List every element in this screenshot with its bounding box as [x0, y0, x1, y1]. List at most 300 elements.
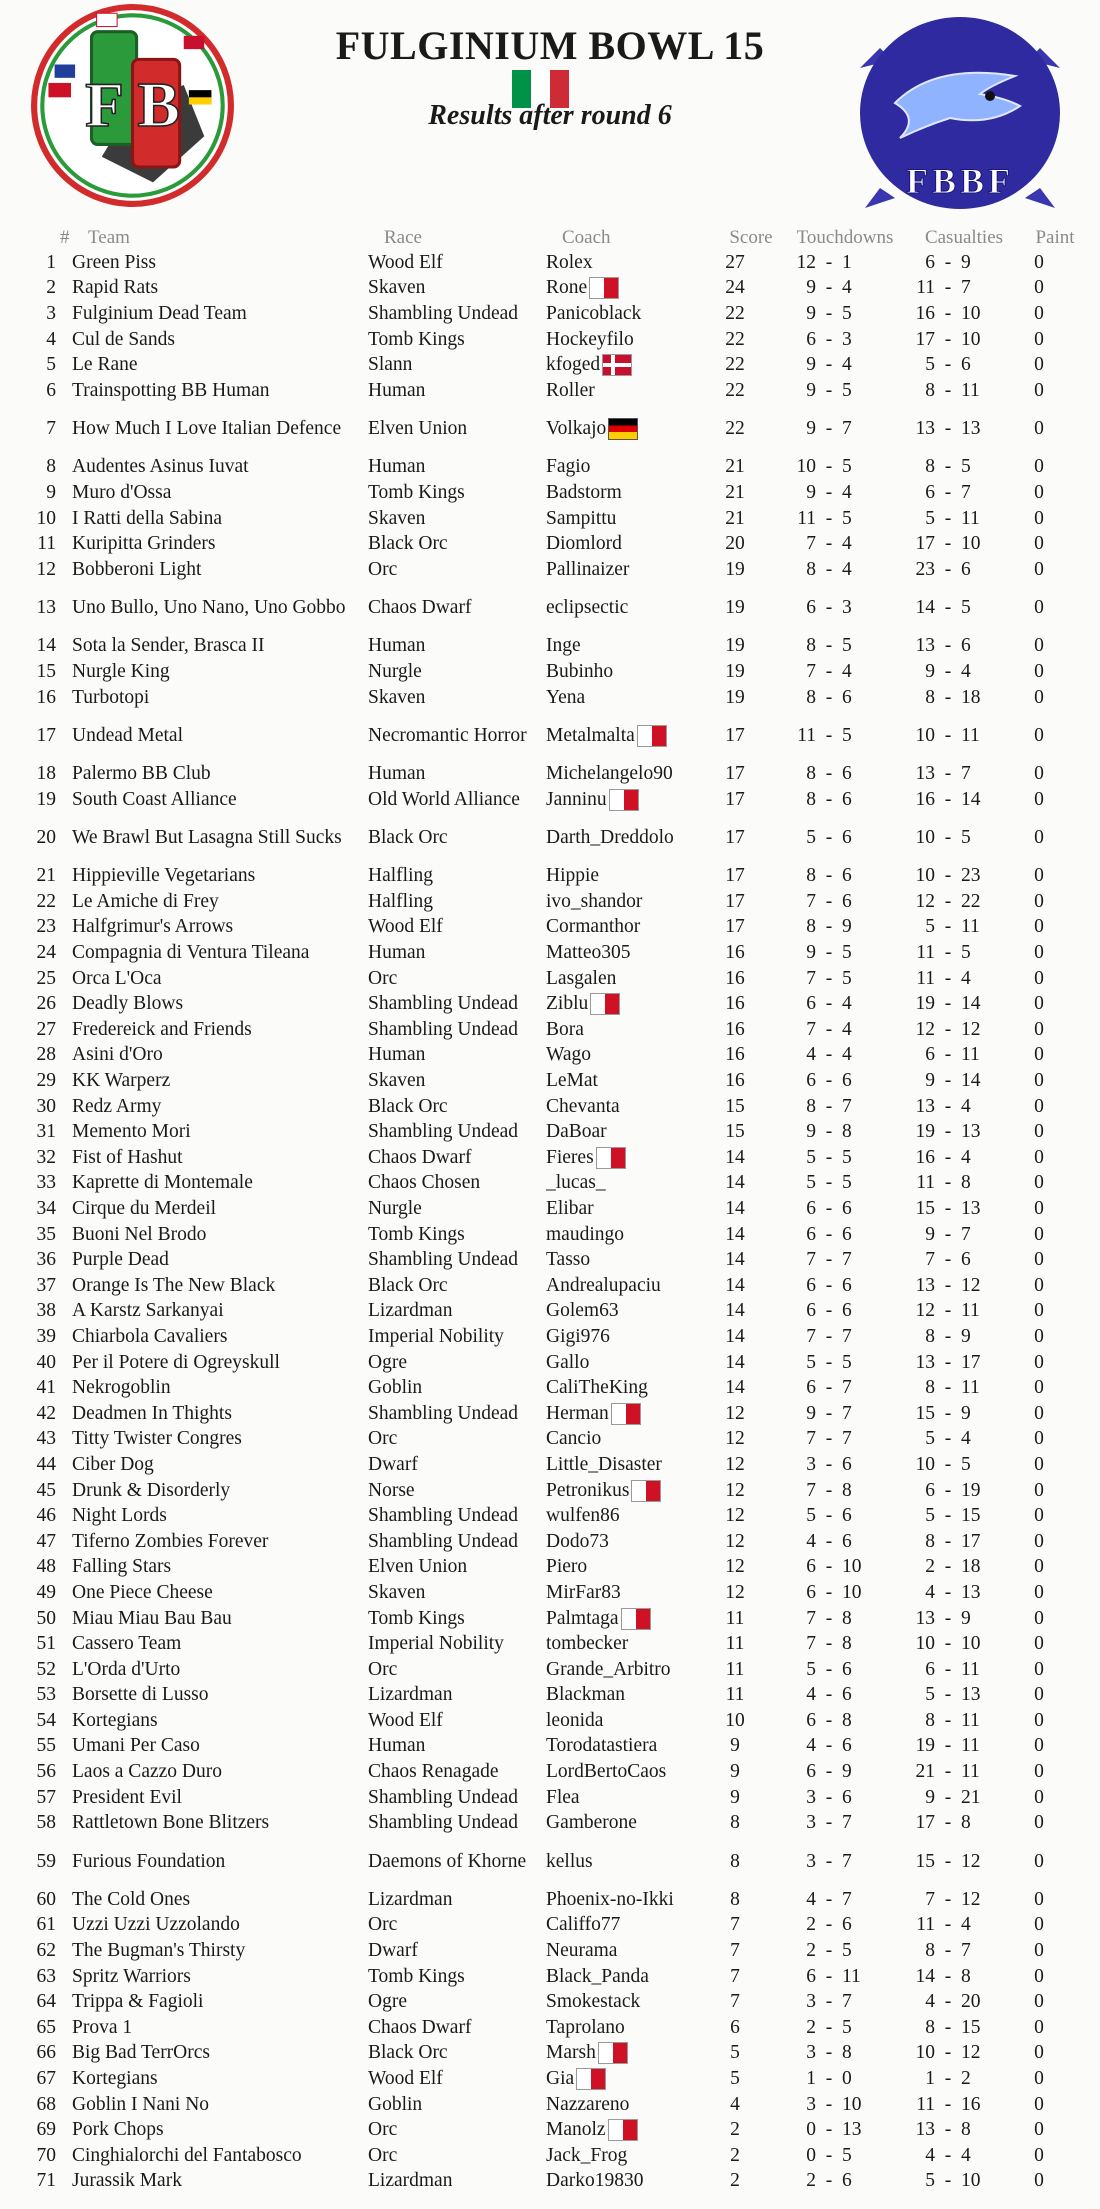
table-row: [0, 1375, 1100, 1401]
td-dash: -: [825, 418, 833, 440]
cas-dash: -: [944, 1377, 952, 1399]
casualties-cell: [892, 993, 1004, 1015]
score-cell: 12: [725, 1505, 745, 1527]
casualties-cell: [892, 456, 1004, 478]
table-row: [0, 2143, 1100, 2169]
race-cell: Shambling Undead: [368, 1505, 519, 1527]
rank-cell: 67: [36, 2068, 56, 2090]
race-cell: Black Orc: [368, 2042, 448, 2064]
touchdowns-cell: [766, 1710, 892, 1732]
touchdowns-cell: [766, 303, 892, 325]
td-against: 8: [842, 1607, 852, 1629]
team-cell: Laos a Cazzo Duro: [72, 1761, 222, 1783]
table-row: [0, 1273, 1100, 1299]
cas-for: 12: [915, 1018, 935, 1040]
cas-for: 13: [915, 418, 935, 440]
casualties-cell: [892, 1710, 1004, 1732]
cas-against: 12: [961, 1018, 981, 1040]
cas-against: 16: [961, 2093, 981, 2115]
score-cell: 17: [725, 827, 745, 848]
touchdowns-cell: [766, 1249, 892, 1271]
cas-against: 6: [961, 354, 971, 376]
rank-cell: 42: [36, 1402, 56, 1424]
td-against: 5: [842, 2144, 852, 2166]
td-for: 7: [806, 1428, 816, 1450]
cas-against: 13: [961, 1121, 981, 1143]
coach-name: Hippie: [546, 865, 600, 887]
cas-dash: -: [944, 686, 952, 708]
rank-cell: 68: [36, 2093, 56, 2115]
td-dash: -: [825, 354, 833, 376]
malta-flag-icon: [598, 2042, 628, 2064]
team-cell: Deadly Blows: [72, 993, 184, 1015]
td-against: 3: [842, 328, 852, 350]
cas-dash: -: [944, 916, 952, 938]
team-cell: Miau Miau Bau Bau: [72, 1607, 232, 1629]
touchdowns-cell: [766, 1070, 892, 1092]
td-against: 6: [842, 686, 852, 708]
race-cell: Slann: [368, 354, 413, 376]
td-dash: -: [825, 1146, 833, 1168]
cas-dash: -: [944, 2170, 952, 2192]
cas-for: 9: [925, 1070, 935, 1092]
race-cell: Imperial Nobility: [368, 1633, 504, 1655]
coach-cell: [546, 277, 704, 299]
table-row: [0, 787, 1100, 813]
rank-cell: 17: [36, 724, 56, 746]
table-row: [0, 2066, 1100, 2092]
cas-for: 13: [915, 2119, 935, 2141]
casualties-cell: [892, 1914, 1004, 1936]
team-cell: Borsette di Lusso: [72, 1684, 209, 1706]
score-cell: 14: [725, 1146, 745, 1168]
td-for: 6: [806, 993, 816, 1015]
race-cell: Necromantic Horror: [368, 724, 527, 746]
race-cell: Nurgle: [368, 1198, 422, 1220]
score-cell: 9: [730, 1735, 740, 1757]
race-cell: Skaven: [368, 277, 426, 299]
paint-cell: 0: [1034, 1198, 1044, 1220]
coach-cell: [546, 1300, 704, 1322]
coach-cell: [546, 1761, 704, 1783]
coach-cell: [546, 635, 704, 657]
coach-cell: [546, 1582, 704, 1604]
race-cell: Ogre: [368, 1991, 407, 2013]
cas-against: 5: [961, 1453, 971, 1475]
race-cell: Shambling Undead: [368, 1018, 519, 1040]
td-dash: -: [825, 1735, 833, 1757]
table-row: [0, 1964, 1100, 1990]
td-against: 11: [842, 1965, 861, 1987]
rank-cell: 6: [46, 379, 56, 401]
cas-against: 13: [961, 1581, 981, 1603]
rank-cell: 24: [36, 942, 56, 964]
coach-name: Pallinaizer: [546, 558, 630, 580]
cas-against: 11: [961, 916, 980, 938]
team-cell: President Evil: [72, 1786, 182, 1808]
casualties-cell: [892, 1019, 1004, 1041]
cas-for: 11: [916, 942, 935, 964]
td-dash: -: [825, 2170, 833, 2192]
cas-against: 9: [961, 1402, 971, 1424]
casualties-cell: [892, 1608, 1004, 1630]
td-against: 7: [842, 1249, 852, 1271]
cas-dash: -: [944, 1735, 952, 1757]
score-cell: 11: [725, 1658, 745, 1680]
coach-cell: [546, 661, 704, 683]
cas-dash: -: [944, 1850, 952, 1872]
coach-name: Sampittu: [546, 507, 617, 529]
malta-flag-icon: [611, 1403, 641, 1425]
td-dash: -: [825, 1095, 833, 1117]
race-cell: Chaos Dwarf: [368, 1146, 472, 1168]
coach-cell: [546, 789, 704, 811]
td-dash: -: [825, 1581, 833, 1603]
td-for: 8: [806, 686, 816, 708]
cas-for: 6: [925, 481, 935, 503]
race-cell: Orc: [368, 2144, 398, 2166]
race-cell: Norse: [368, 1479, 415, 1501]
touchdowns-cell: [766, 1659, 892, 1681]
rank-cell: 64: [36, 1991, 56, 2013]
race-cell: Daemons of Khorne: [368, 1850, 527, 1872]
score-cell: 11: [725, 1684, 745, 1706]
coach-name: Michelangelo90: [546, 763, 673, 785]
cas-dash: -: [944, 1940, 952, 1962]
coach-name: Califfo77: [546, 1914, 621, 1936]
score-cell: 19: [725, 660, 745, 682]
touchdowns-cell: [766, 1352, 892, 1374]
cas-for: 9: [925, 1786, 935, 1808]
score-cell: 17: [725, 890, 745, 912]
cas-for: 10: [915, 2042, 935, 2064]
td-dash: -: [825, 1044, 833, 1066]
malta-flag-icon: [631, 1480, 661, 1502]
cas-for: 8: [925, 379, 935, 401]
coach-name: Flea: [546, 1786, 580, 1808]
touchdowns-cell: [766, 916, 892, 938]
coach-cell: [546, 1172, 704, 1194]
team-cell: Umani Per Caso: [72, 1735, 200, 1757]
rank-cell: 45: [36, 1479, 56, 1501]
td-for: 3: [806, 1812, 816, 1834]
td-for: 8: [806, 916, 816, 938]
coach-name: Gallo: [546, 1351, 590, 1373]
rank-cell: 13: [36, 597, 56, 619]
race-cell: Elven Union: [368, 1556, 468, 1578]
td-for: 5: [806, 827, 816, 848]
rank-cell: 63: [36, 1965, 56, 1987]
td-dash: -: [825, 1300, 833, 1322]
table-row: [0, 1043, 1100, 1069]
rank-cell: 8: [46, 456, 56, 478]
cas-dash: -: [944, 1684, 952, 1706]
score-cell: 4: [730, 2093, 740, 2115]
casualties-cell: [892, 1940, 1004, 1962]
td-for: 6: [806, 1300, 816, 1322]
cas-for: 8: [925, 1940, 935, 1962]
touchdowns-cell: [766, 725, 892, 747]
team-cell: Hippieville Vegetarians: [72, 865, 256, 887]
cas-against: 12: [961, 1888, 981, 1910]
coach-name: Inge: [546, 635, 581, 657]
cas-dash: -: [944, 1479, 952, 1501]
rank-cell: 27: [36, 1018, 56, 1040]
td-dash: -: [825, 660, 833, 682]
casualties-cell: [892, 2094, 1004, 2116]
cas-dash: -: [944, 1249, 952, 1271]
score-cell: 21: [725, 507, 745, 529]
coach-cell: [546, 2170, 704, 2192]
touchdowns-cell: [766, 1454, 892, 1476]
table-row: [0, 1171, 1100, 1197]
results-table: [0, 226, 1100, 2194]
touchdowns-cell: [766, 2170, 892, 2192]
casualties-cell: [892, 1377, 1004, 1399]
team-cell: Furious Foundation: [72, 1850, 226, 1872]
td-against: 5: [842, 967, 852, 989]
table-row: [0, 583, 1100, 634]
score-cell: 16: [725, 1070, 745, 1092]
td-against: 8: [842, 1709, 852, 1731]
malta-flag-icon: [621, 1608, 651, 1630]
rank-cell: 49: [36, 1581, 56, 1603]
cas-for: 13: [915, 1095, 935, 1117]
td-dash: -: [825, 1505, 833, 1527]
table-row: [0, 557, 1100, 583]
cas-dash: -: [944, 1223, 952, 1245]
malta-flag-icon: [590, 993, 620, 1015]
rank-cell: 46: [36, 1505, 56, 1527]
cas-against: 10: [961, 1633, 981, 1655]
td-against: 6: [842, 1070, 852, 1092]
td-for: 6: [806, 1070, 816, 1092]
touchdowns-cell: [766, 789, 892, 811]
race-cell: Wood Elf: [368, 1709, 443, 1731]
coach-name: Jack_Frog: [546, 2144, 628, 2166]
paint-cell: 0: [1034, 456, 1044, 478]
touchdowns-cell: [766, 1966, 892, 1988]
cas-dash: -: [944, 660, 952, 682]
td-dash: -: [825, 2068, 833, 2090]
race-cell: Ogre: [368, 1351, 407, 1373]
table-row: [0, 404, 1100, 455]
score-cell: 17: [725, 788, 745, 810]
touchdowns-cell: [766, 1096, 892, 1118]
rank-cell: 33: [36, 1172, 56, 1194]
team-cell: Le Rane: [72, 354, 138, 376]
td-dash: -: [825, 1453, 833, 1475]
coach-cell: [546, 1556, 704, 1578]
cas-for: 17: [915, 1812, 935, 1834]
td-for: 8: [806, 788, 816, 810]
team-cell: Ciber Dog: [72, 1453, 154, 1475]
rank-cell: 70: [36, 2144, 56, 2166]
casualties-cell: [892, 1531, 1004, 1553]
cas-for: 15: [915, 1402, 935, 1424]
table-row: [0, 1350, 1100, 1376]
td-against: 7: [842, 1850, 852, 1872]
coach-cell: [546, 1454, 704, 1476]
cas-against: 5: [961, 942, 971, 964]
cas-against: 11: [961, 1300, 980, 1322]
td-for: 3: [806, 2093, 816, 2115]
td-against: 13: [842, 2119, 862, 2141]
cas-for: 16: [915, 302, 935, 324]
td-against: 5: [842, 942, 852, 964]
cas-for: 10: [915, 1453, 935, 1475]
coach-name: Phoenix-no-Ikki: [546, 1888, 674, 1910]
table-row: [0, 991, 1100, 1017]
coach-cell: [546, 1914, 704, 1936]
cas-dash: -: [944, 1607, 952, 1629]
cas-for: 11: [916, 1172, 935, 1194]
td-dash: -: [825, 788, 833, 810]
casualties-cell: [892, 1582, 1004, 1604]
cas-for: 8: [925, 686, 935, 708]
coach-name: Neurama: [546, 1940, 618, 1962]
touchdowns-cell: [766, 380, 892, 402]
casualties-cell: [892, 1198, 1004, 1220]
coach-cell: [546, 1608, 704, 1630]
rank-cell: 35: [36, 1223, 56, 1245]
score-cell: 21: [725, 481, 745, 503]
casualties-cell: [892, 1761, 1004, 1783]
coach-cell: [546, 329, 704, 351]
cas-for: 7: [925, 1249, 935, 1271]
td-dash: -: [825, 724, 833, 746]
table-row: [0, 1580, 1100, 1606]
race-cell: Lizardman: [368, 1888, 453, 1910]
cas-for: 16: [915, 788, 935, 810]
cas-dash: -: [944, 354, 952, 376]
touchdowns-cell: [766, 1633, 892, 1655]
casualties-cell: [892, 1556, 1004, 1578]
touchdowns-cell: [766, 827, 892, 849]
casualties-cell: [892, 2042, 1004, 2064]
coach-name: Nazzareno: [546, 2093, 630, 2115]
header-rank: #: [60, 227, 70, 248]
touchdowns-cell: [766, 1275, 892, 1297]
cas-against: 5: [961, 456, 971, 478]
score-cell: 19: [725, 686, 745, 708]
coach-cell: [546, 1735, 704, 1757]
paint-cell: 0: [1034, 865, 1044, 887]
cas-for: 13: [915, 763, 935, 785]
td-against: 7: [842, 1402, 852, 1424]
rank-cell: 20: [36, 827, 56, 848]
team-cell: A Karstz Sarkanyai: [72, 1300, 224, 1322]
td-against: 7: [842, 1888, 852, 1910]
score-cell: 2: [730, 2119, 740, 2141]
casualties-cell: [892, 533, 1004, 555]
touchdowns-cell: [766, 277, 892, 299]
team-cell: Nekrogoblin: [72, 1377, 171, 1399]
team-cell: Pork Chops: [72, 2119, 164, 2141]
cas-against: 5: [961, 827, 971, 848]
rank-cell: 40: [36, 1351, 56, 1373]
cas-dash: -: [944, 1428, 952, 1450]
coach-name: Bora: [546, 1018, 584, 1040]
casualties-cell: [892, 482, 1004, 504]
td-for: 7: [806, 1479, 816, 1501]
coach-cell: [546, 1019, 704, 1041]
race-cell: Wood Elf: [368, 916, 443, 938]
touchdowns-cell: [766, 1224, 892, 1246]
coach-cell: [546, 1991, 704, 2013]
touchdowns-cell: [766, 508, 892, 530]
rank-cell: 43: [36, 1428, 56, 1450]
td-dash: -: [825, 686, 833, 708]
td-against: 6: [842, 1223, 852, 1245]
casualties-cell: [892, 1172, 1004, 1194]
cas-for: 6: [925, 1479, 935, 1501]
td-against: 5: [842, 724, 852, 746]
score-cell: 16: [725, 967, 745, 989]
td-dash: -: [825, 2144, 833, 2166]
touchdowns-cell: [766, 1403, 892, 1425]
paint-cell: 0: [1034, 1274, 1044, 1296]
touchdowns-cell: [766, 1889, 892, 1911]
touchdowns-cell: [766, 865, 892, 887]
casualties-cell: [892, 827, 1004, 849]
td-dash: -: [825, 1658, 833, 1680]
cas-for: 15: [915, 1198, 935, 1220]
cas-dash: -: [944, 1453, 952, 1475]
coach-name: Cormanthor: [546, 916, 641, 938]
td-for: 8: [806, 635, 816, 657]
td-for: 4: [806, 1888, 816, 1910]
rank-cell: 56: [36, 1761, 56, 1783]
touchdowns-cell: [766, 597, 892, 619]
rank-cell: 21: [36, 865, 56, 887]
td-dash: -: [825, 1556, 833, 1578]
td-for: 2: [806, 2016, 816, 2038]
cas-dash: -: [944, 2093, 952, 2115]
malta-flag-icon: [589, 277, 619, 299]
race-cell: Old World Alliance: [368, 788, 520, 810]
touchdowns-cell: [766, 942, 892, 964]
race-cell: Shambling Undead: [368, 1402, 519, 1424]
rank-cell: 19: [36, 788, 56, 810]
rank-cell: 11: [37, 533, 56, 555]
cas-for: 17: [915, 328, 935, 350]
td-for: 6: [806, 597, 816, 619]
td-dash: -: [825, 1914, 833, 1936]
paint-cell: 0: [1034, 942, 1044, 964]
team-cell: Kaprette di Montemale: [72, 1172, 253, 1194]
coach-cell: [546, 1505, 704, 1527]
coach-name: Torodatastiera: [546, 1735, 658, 1757]
rank-cell: 15: [36, 660, 56, 682]
casualties-cell: [892, 329, 1004, 351]
cas-against: 4: [961, 1914, 971, 1936]
table-row: [0, 1887, 1100, 1913]
casualties-cell: [892, 1659, 1004, 1681]
paint-cell: 0: [1034, 967, 1044, 989]
race-cell: Skaven: [368, 1070, 426, 1092]
race-cell: Tomb Kings: [368, 1607, 465, 1629]
page-subtitle: Results after round 6: [428, 100, 672, 131]
score-cell: 17: [725, 763, 745, 785]
coach-cell: [546, 1249, 704, 1271]
coach-name: Marsh: [546, 2042, 596, 2064]
table-row: [0, 378, 1100, 404]
coach-name: Roller: [546, 379, 595, 401]
touchdowns-cell: [766, 1505, 892, 1527]
touchdowns-cell: [766, 1608, 892, 1630]
coach-name: Chevanta: [546, 1095, 620, 1117]
